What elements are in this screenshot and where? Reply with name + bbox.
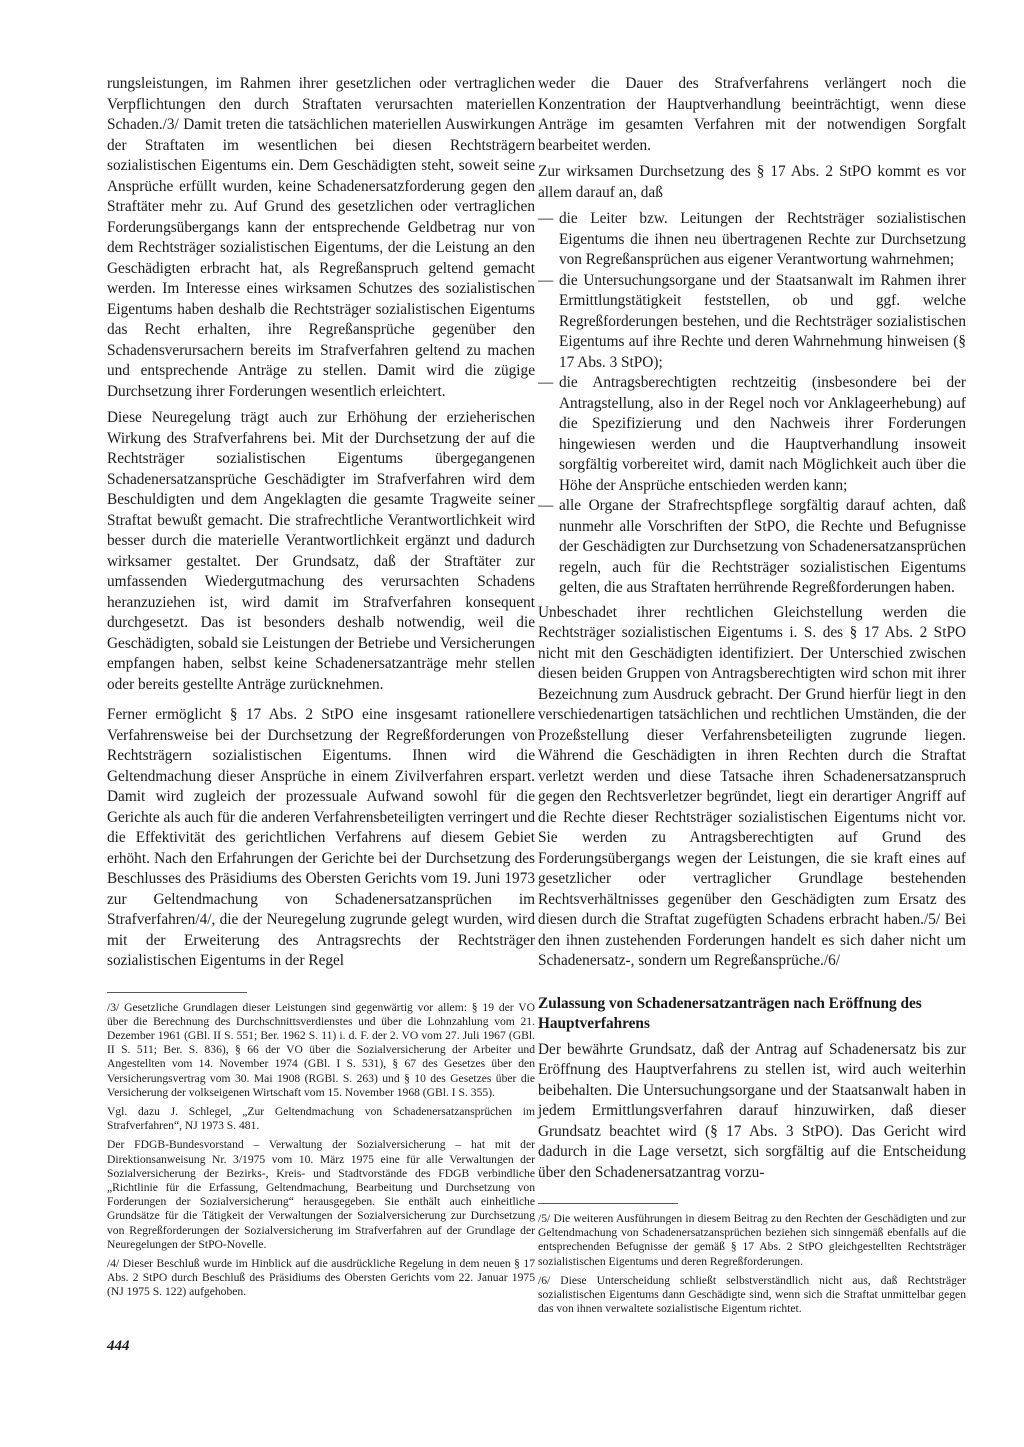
- list-item: — die Untersuchungsorgane und der Staatsanwalt im Rahmen ihrer Ermittlungstätigkeit feststellen, ob und ggf. welche Regreßforderungen bestehen, und die Rechtsträger sozialistischen Eigentums auf ihre Rechte und deren Wahrnehmung hinweisen (§ 17 Abs. 3 StPO);: [538, 271, 966, 374]
- footnote-3-fdgb: Der FDGB-Bundesvorstand – Verwaltung der Sozialversicherung – hat mit der Direktionsanweisung Nr. 3/1975 vom 10. März 1975 eine für alle Verwaltungen der Sozialversicherung der Bezirks-, Kreis- und Stadtvorstände des FDGB verbindliche „Richtlinie für die Erfassung, Geltendmachung, Bearbeitung und Durchsetzung von Forderungen der Sozialversicherung“ herausgegeben. Sie enthält auch einheitliche Grundsätze für die Tätigkeit der Verwaltungen der Sozialversicherung zur Durchsetzung von Regreßforderungen der Sozialversicherung im Strafverfahren auf der Grundlage der Neuregelungen der StPO-Novelle.: [107, 1138, 535, 1251]
- page-number: 444: [107, 1338, 130, 1354]
- left-paragraph-2: Diese Neuregelung trägt auch zur Erhöhung der erzieherischen Wirkung des Strafverfahrens bei. Mit der Durchsetzung der auf die Rechtsträger sozialistischen Eigentums übergegangenen Schadenersatzansprüche Geschädigter im Strafverfahren wird dem Beschuldigten und dem Angeklagten die gesamte Tragweite seiner Straftat bewußt gemacht. Die strafrechtliche Verantwortlichkeit wird besser durch die materielle Verantwortlichkeit ergänzt und dadurch wirksamer gestaltet. Der Grundsatz, daß der Straftäter zur umfassenden Wiedergutmachung des verursachten Schadens heranzuziehen ist, wird damit im Strafverfahren konsequent durchgesetzt. Das ist besonders deshalb notwendig, weil die Geschädigten, sobald sie Leistungen der Betriebe und Versicherungen empfangen haben, selbst keine Schadenersatzanträge mehr stellen oder bereits gestellte Anträge zurücknehmen.: [107, 409, 535, 693]
- footnote-4: /4/ Dieser Beschluß wurde im Hinblick auf die ausdrückliche Regelung in dem neuen § 17 Abs. 2 StPO durch Beschluß des Präsidiums des Obersten Gerichts vom 22. Januar 1975 (NJ 1975 S. 122) aufgehoben.: [107, 1256, 535, 1299]
- list-item: — alle Organe der Strafrechtspflege sorgfältig darauf achten, daß nunmehr alle Vorschriften der StPO, die Rechte und Befugnisse der Geschädigten zur Durchsetzung von Schadenersatzansprüchen regeln, auch für die Rechtsträger sozialistischen Eigentums gelten, die aus Straftaten herrührende Regreßforderungen haben.: [538, 496, 966, 599]
- footnote-6: /6/ Diese Unterscheidung schließt selbstverständlich nicht aus, daß Rechtsträger sozialistischen Eigentums dann Geschädigte sind, wenn sich die Straftat unmittelbar gegen das von ihnen verwaltete sozialistische Eigentum richtet.: [538, 1273, 966, 1316]
- requirements-list: [538, 209, 966, 599]
- list-item: — die Leiter bzw. Leitungen der Rechtsträger sozialistischen Eigentums die ihnen neu übertragenen Rechte zur Durchsetzung von Regreßansprüchen aus eigener Verantwortung wahrnehmen;: [538, 209, 966, 271]
- right-paragraph-4: Der bewährte Grundsatz, daß der Antrag auf Schadenersatz bis zur Eröffnung des Hauptverfahrens zu stellen ist, wird auch weiterhin beibehalten. Die Untersuchungsorgane und der Staatsanwalt haben in jedem Ermittlungsverfahren darauf hinzuwirken, daß dieser Grundsatz beachtet wird (§ 17 Abs. 3 StPO). Das Gericht wird dadurch in die Lage versetzt, sich sorgfältig auf die Entscheidung über den Schadenersatzantrag vorzu-: [538, 1040, 966, 1181]
- right-footnotes: [538, 1212, 966, 1316]
- right-paragraph-3: Unbeschadet ihrer rechtlichen Gleichstellung werden die Rechtsträger sozialistischen Eigentums i. S. des § 17 Abs. 2 StPO nicht mit den Geschädigten identifiziert. Der Unterschied zwischen diesen beiden Gruppen von Antragsberechtigten wird schon mit ihrer Bezeichnung zum Ausdruck gebracht. Der Grund hierfür liegt in den verschiedenartigen tatsächlichen und rechtlichen Umständen, die der Prozeßstellung dieser Verfahrensbeteiligten zugrunde liegen. Während die Geschädigten in ihren Rechten durch die Straftat verletzt werden und diese Tatsache ihren Schadenersatzanspruch gegen den Rechtsverletzer begründet, liegt ein derartiger Angriff auf die Rechte dieser Rechtsträger sozialistischen Eigentums nicht vor. Sie werden zu Antragsberechtigten auf Grund des Forderungsübergangs wegen der Leistungen, die sie kraft eines auf gesetzlicher oder vertraglicher Grundlage bestehenden Rechtsverhältnisses gegenüber den Geschädigten zum Ersatz des diesen durch die Straftat zugefügten Schadens erbracht haben./5/ Bei den ihnen zustehenden Forderungen handelt es sich daher nicht um Schadenersatz-, sondern um Regreßansprüche./6/: [538, 603, 966, 969]
- section-heading: Zulassung von Schadenersatzanträgen nach Eröffnung des Hauptverfahrens: [538, 994, 922, 1032]
- right-paragraph-1: weder die Dauer des Strafverfahrens verlängert noch die Konzentration der Hauptverhandlung beeinträchtigt, wenn diese Anträge im gesamten Verfahren mit der notwendigen Sorgfalt bearbeitet werden.: [538, 75, 966, 154]
- left-paragraph-3: Ferner ermöglicht § 17 Abs. 2 StPO eine insgesamt rationellere Verfahrensweise bei der Durchsetzung der Regreßforderungen von Rechtsträgern sozialistischen Eigentums. Ihnen wird die Geltendmachung dieser Ansprüche in einem Zivilverfahren erspart. Damit wird zugleich der prozessuale Aufwand sowohl für die Gerichte als auch für die anderen Verfahrensbeteiligten verringert und die Effektivität des gerichtlichen Verfahrens auf diesem Gebiet erhöht. Nach den Erfahrungen der Gerichte bei der Durchsetzung des Beschlusses des Präsidiums des Obersten Gerichts vom 19. Juni 1973 zur Geltendmachung von Schadenersatzansprüchen im Strafverfahren/4/, die der Neuregelung zugrunde gelegt wurden, wird mit der Erweiterung des Antragsrechts der Rechtsträger sozialistischen Eigentums in der Regel: [107, 706, 535, 969]
- footnote-divider-right: [538, 1203, 678, 1204]
- left-footnotes: [107, 1001, 535, 1300]
- left-body: [107, 74, 535, 972]
- footnote-3-ref: Vgl. dazu J. Schlegel, „Zur Geltendmachung von Schadenersatzansprüchen im Strafverfahren“, NJ 1973 S. 481.: [107, 1104, 535, 1133]
- footnote-5: /5/ Die weiteren Ausführungen in diesem Beitrag zu den Rechten der Geschädigten und zur Geltendmachung von Schadenersatzansprüchen beziehen sich sinngemäß ebenfalls auf die entsprechenden Befugnisse der gemäß § 17 Abs. 2 StPO gleichgestellten Rechtsträger sozialistischen Eigentums und deren Regreßforderungen.: [538, 1212, 966, 1268]
- left-column: [107, 74, 535, 1305]
- right-column: [538, 74, 966, 1321]
- right-body-2: [538, 1040, 966, 1184]
- left-paragraph-1: rungsleistungen, im Rahmen ihrer gesetzlichen oder vertraglichen Verpflichtungen den durch Straftaten verursachten materiellen Schaden./3/ Damit treten die tatsächlichen materiellen Auswirkungen der Straftaten im wesentlichen bei diesen Rechtsträgern sozialistischen Eigentums ein. Dem Geschädigten steht, soweit seine Ansprüche erfüllt wurden, keine Schadenersatzforderung gegen den Straftäter mehr zu. Auf Grund des gesetzlichen oder vertraglichen Forderungsübergangs kann der entsprechende Geldbetrag nur von dem Rechtsträger sozialistischen Eigentums, der die Leistung an den Geschädigten erbracht hat, als Regreßanspruch geltend gemacht werden. Im Interesse eines wirksamen Schutzes des sozialistischen Eigentums haben deshalb die Rechtsträger sozialistischen Eigentums das Recht erhalten, ihre Regreßansprüche gegenüber den Schadensverursachern bereits im Strafverfahren geltend zu machen und entsprechende Anträge zu stellen. Damit wird die zügige Durchsetzung ihrer Forderungen wesentlich erleichtert.: [107, 75, 535, 400]
- list-item: — die Antragsberechtigten rechtzeitig (insbesondere bei der Antragstellung, also in der Regel noch vor Anklageerhebung) auf die Spezifizierung und den Nachweis ihrer Forderungen hingewiesen werden und die Hauptverhandlung insoweit sorgfältig vorbereitet wird, damit nach Möglichkeit auch über die Höhe der Ansprüche entschieden werden kann;: [538, 373, 966, 496]
- right-body: [538, 74, 966, 972]
- right-paragraph-2: Zur wirksamen Durchsetzung des § 17 Abs. 2 StPO kommt es vor allem darauf an, daß: [538, 163, 966, 201]
- footnote-divider: [107, 992, 247, 993]
- footnote-3: /3/ Gesetzliche Grundlagen dieser Leistungen sind gegenwärtig vor allem: § 19 der VO über die Berechnung des Durchschnittsverdienstes und über die Lohnzahlung vom 21. Dezember 1961 (GBl. II S. 551; Ber. 1962 S. 11) i. d. F. der 2. VO vom 27. Juli 1967 (GBl. II S. 511; Ber. S. 836), § 66 der VO über die Sozialversicherung der Arbeiter und Angestellten vom 14. November 1974 (GBl. I S. 531), § 67 des Gesetzes über den Versicherungsvertrag vom 30. Mai 1908 (RGBl. S. 263) und § 10 des Gesetzes über die Versicherung der volkseigenen Wirtschaft vom 15. November 1968 (GBl. I S. 355).: [107, 1000, 535, 1099]
